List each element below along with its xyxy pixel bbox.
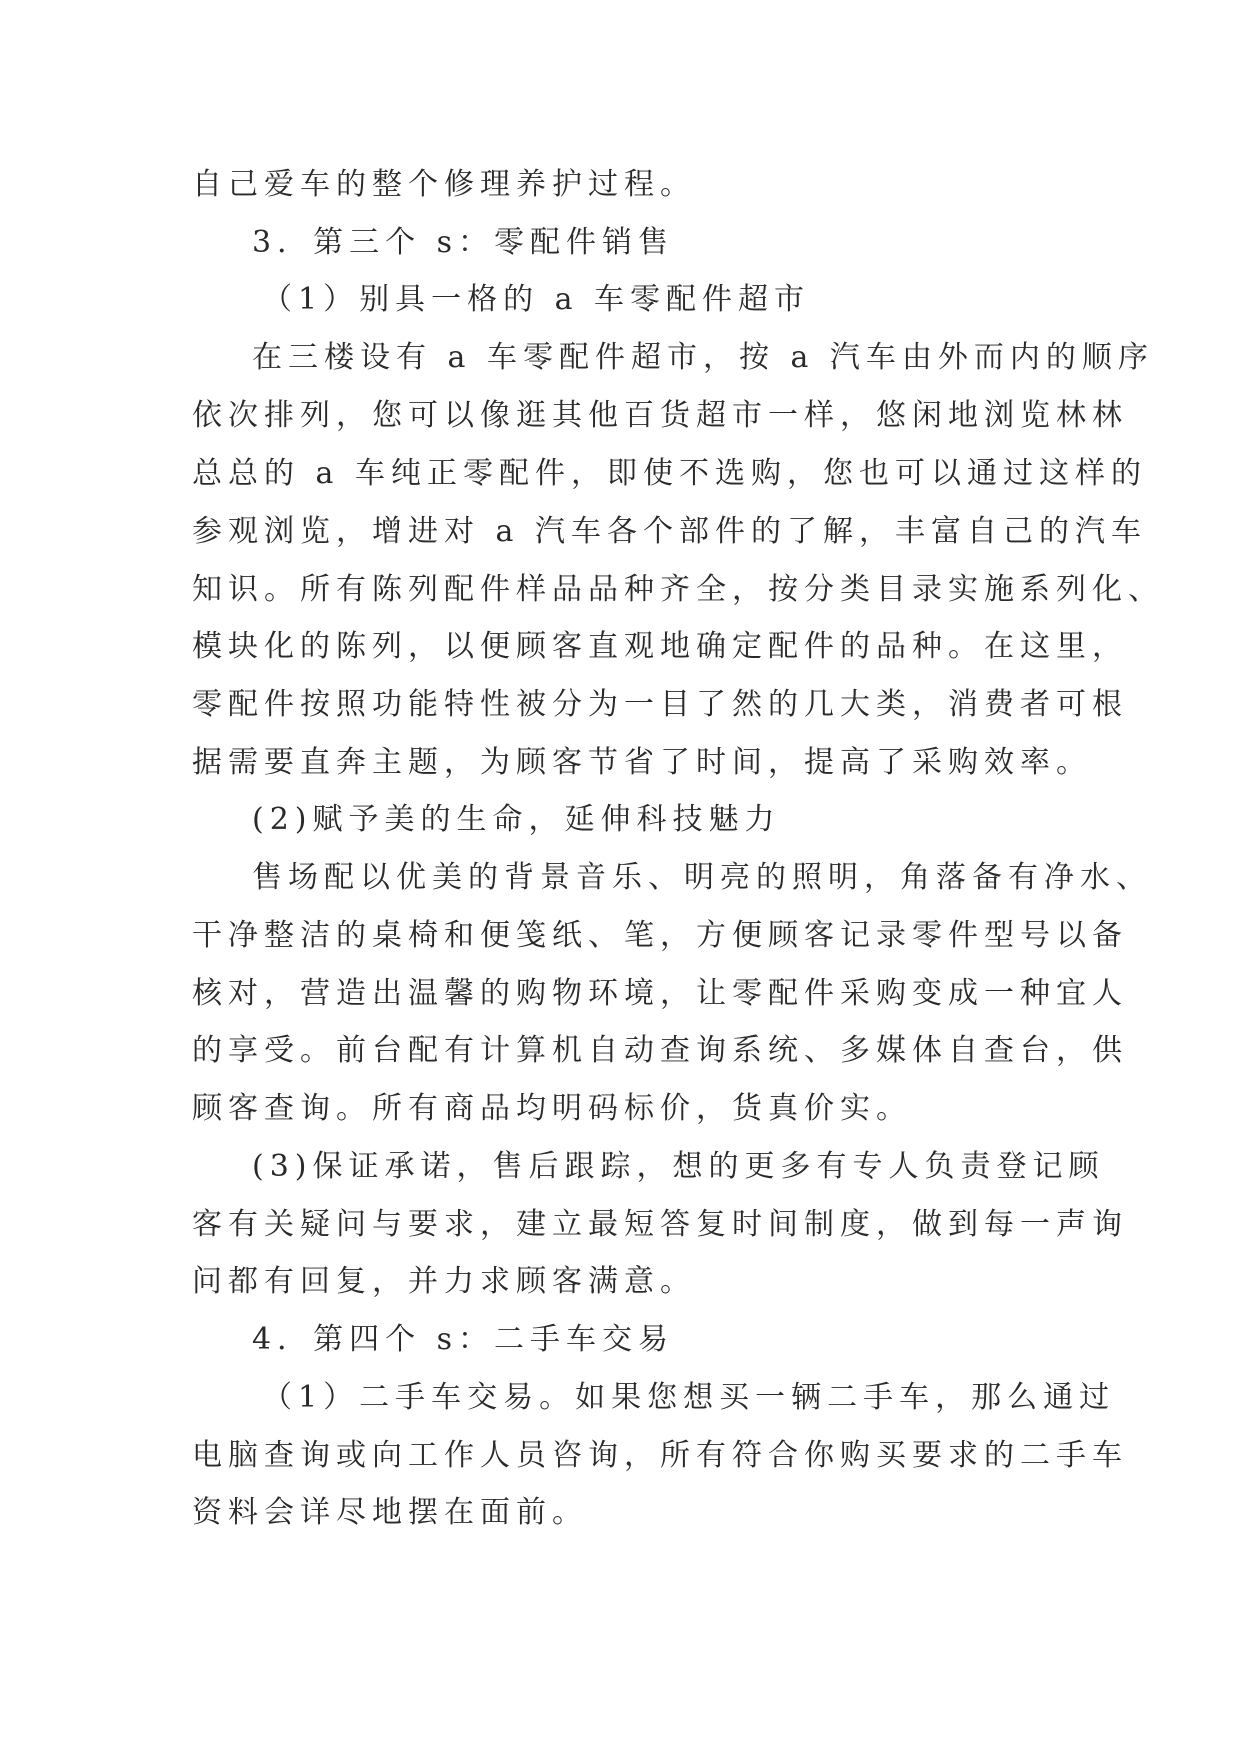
- text-line: 模块化的陈列，以便顾客直观地确定配件的品种。在这里，: [192, 629, 1128, 664]
- text-line: 干净整洁的桌椅和便笺纸、笔，方便顾客记录零件型号以备: [192, 918, 1128, 953]
- text-line: 问都有回复，并力求顾客满意。: [192, 1264, 696, 1299]
- text-line: 自己爱车的整个修理养护过程。: [192, 167, 696, 202]
- text-line: 的享受。前台配有计算机自动查询系统、多媒体自查台，供: [192, 1033, 1128, 1068]
- subsection-heading: （1）别具一格的 a 车零配件超市: [262, 282, 811, 317]
- text-line: 零配件按照功能特性被分为一目了然的几大类，消费者可根: [192, 687, 1128, 722]
- text-line: 在三楼设有 a 车零配件超市，按 a 汽车由外而内的顺序: [252, 340, 1154, 375]
- text-line: 总总的 a 车纯正零配件，即使不选购，您也可以通过这样的: [192, 456, 1147, 491]
- section-heading: 3．第三个 s：零配件销售: [252, 225, 675, 260]
- text-line: (3)保证承诺，售后跟踪，想的更多有专人负责登记顾: [252, 1149, 1105, 1184]
- section-heading: 4．第四个 s：二手车交易: [252, 1322, 675, 1357]
- text-line: 电脑查询或向工作人员咨询，所有符合你购买要求的二手车: [192, 1438, 1128, 1473]
- text-line: 客有关疑问与要求，建立最短答复时间制度，做到每一声询: [192, 1207, 1128, 1242]
- subsection-heading: (2)赋予美的生命，延伸科技魅力: [252, 802, 781, 837]
- text-line: 核对，营造出温馨的购物环境，让零配件采购变成一种宜人: [192, 976, 1128, 1011]
- text-line: （1）二手车交易。如果您想买一辆二手车，那么通过: [262, 1380, 1116, 1415]
- text-line: 售场配以优美的背景音乐、明亮的照明，角落备有净水、: [252, 860, 1152, 895]
- text-line: 据需要直奔主题，为顾客节省了时间，提高了采购效率。: [192, 745, 1092, 780]
- text-line: 资料会详尽地摆在面前。: [192, 1495, 588, 1530]
- text-line: 顾客查询。所有商品均明码标价，货真价实。: [192, 1091, 912, 1126]
- text-line: 依次排列，您可以像逛其他百货超市一样，悠闲地浏览林林: [192, 398, 1128, 433]
- text-line: 参观浏览，增进对 a 汽车各个部件的了解，丰富自己的汽车: [192, 514, 1147, 549]
- text-line: 知识。所有陈列配件样品品种齐全，按分类目录实施系列化、: [192, 572, 1164, 607]
